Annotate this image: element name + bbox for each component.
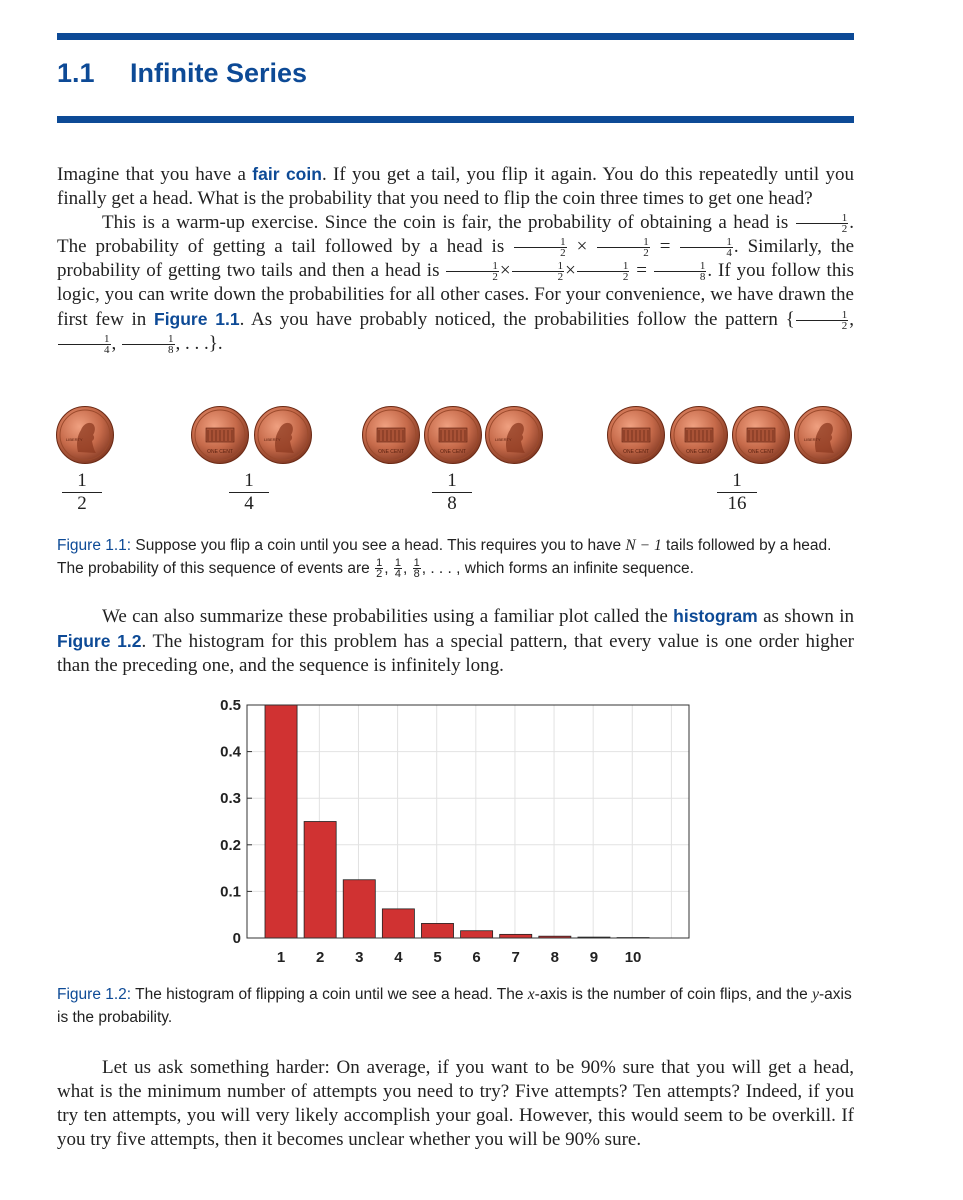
frac-1-2: $\frac{1}{2}$ [376, 557, 383, 581]
penny-tails-icon [424, 406, 482, 464]
histogram-bar [265, 705, 297, 938]
penny-heads-icon [56, 406, 114, 464]
times-sign: × [565, 260, 576, 281]
svg-text:ONE CENT: ONE CENT [440, 449, 466, 455]
histogram-bar [500, 934, 532, 938]
frac-1-4: $\frac{1}{4}$ [394, 557, 401, 581]
frac-1-4: $\frac{1}{4}$ [58, 334, 111, 355]
fig1-frac-1-4: 1 4 [229, 470, 269, 515]
p2-text-e: . As you have probably noticed, the probabilities follow the pattern [239, 309, 786, 330]
fig1-frac-1-16: 1 16 [717, 470, 757, 515]
paragraph-1 [57, 162, 854, 211]
svg-text:ONE CENT: ONE CENT [748, 449, 774, 455]
penny-heads-icon [485, 406, 543, 464]
histogram-chart [195, 690, 705, 975]
x-tick-label: 10 [624, 949, 642, 966]
y-tick-label: 0.2 [220, 836, 241, 854]
penny-heads-icon [794, 406, 852, 464]
x-tick-label: 9 [589, 949, 599, 966]
penny-tails-icon [670, 406, 728, 464]
histogram-bar [343, 880, 375, 938]
histogram-bar [304, 822, 336, 939]
frac-1-4: $\frac{1}{4}$ [680, 237, 733, 258]
figure-1-2-link[interactable]: Figure 1.2 [57, 631, 142, 651]
x-tick-label: 7 [511, 949, 520, 966]
frac-1-2: $\frac{1}{2}$ [796, 213, 849, 234]
figure-1-1-caption: Figure 1.1: Suppose you flip a coin until you see a head. This requires you to have N − 1 tails followed by a head. The probability of this sequence of events are $\frac{1}{2}$ , $\frac{1}{4}$ , $\frac{1}{8}$ , . . . , which forms an infinite sequence. [57, 537, 832, 581]
equals-sign: = [659, 236, 671, 257]
frac-1-2: $\frac{1}{2}$ [446, 261, 499, 282]
section-title: Infinite Series [130, 58, 308, 88]
top-rule [57, 33, 854, 40]
frac-1-2: $\frac{1}{2}$ [514, 237, 567, 258]
p1-text-a: Imagine that you have a [57, 164, 253, 185]
fig1-frac-1-8: 1 8 [432, 470, 472, 515]
y-tick-label: 0 [232, 930, 241, 947]
histogram-bar [461, 931, 493, 938]
x-tick-label: 6 [472, 949, 481, 966]
paragraph-3: We can also summarize these probabilities using a familiar plot called the histogram as shown in Figure 1.2. The histogram for this problem has a special pattern, that every value is one order higher than the preceding one, and the sequence is infinitely long. [57, 606, 854, 676]
penny-tails-icon [607, 406, 665, 464]
svg-text:LIBERTY: LIBERTY [804, 437, 821, 442]
section-number: 1.1 [57, 58, 95, 88]
p2-text-c: . Similarly, the probability of getting two tails and then a head is [57, 236, 855, 281]
x-tick-label: 5 [433, 949, 442, 966]
x-tick-label: 4 [394, 949, 403, 966]
penny-tails-icon [362, 406, 420, 464]
frac-1-2: $\frac{1}{2}$ [512, 261, 565, 282]
histogram-link[interactable]: histogram [673, 606, 758, 626]
figure-1-1-link[interactable]: Figure 1.1 [154, 309, 240, 329]
x-tick-label: 1 [276, 949, 286, 966]
frac-1-8: $\frac{1}{8}$ [413, 557, 420, 581]
p2-text-b: . The probability of getting a tail followed by a head is [57, 212, 854, 257]
intro-text [57, 162, 854, 356]
times-sign: × [576, 236, 588, 257]
svg-text:LIBERTY: LIBERTY [66, 437, 83, 442]
histogram-text [57, 604, 854, 678]
x-tick-label: 3 [355, 949, 364, 966]
caption-label: Figure 1.1: [57, 537, 132, 554]
frac-1-8: $\frac{1}{8}$ [122, 334, 175, 355]
histogram-bar [421, 923, 453, 938]
p2-text-a: This is a warm-up exercise. Since the coin is fair, the probability of obtaining a head is [102, 212, 795, 233]
y-tick-label: 0.4 [220, 743, 241, 761]
caption-math: N − 1 [625, 537, 662, 554]
y-tick-label: 0.5 [220, 697, 241, 714]
frac-1-2: $\frac{1}{2}$ [597, 237, 650, 258]
p1-text-b: . If you get a tail, you flip it again. You do this repeatedly until you finally get a head. What is the probability that you need to flip the coin three times to get one head? [57, 164, 854, 209]
closing-text [57, 1056, 854, 1152]
svg-text:LIBERTY: LIBERTY [495, 437, 512, 442]
svg-text:LIBERTY: LIBERTY [264, 437, 281, 442]
penny-tails-icon [732, 406, 790, 464]
penny-tails-icon [191, 406, 249, 464]
penny-heads-icon [254, 406, 312, 464]
bottom-rule [57, 116, 854, 123]
frac-1-2: $\frac{1}{2}$ [577, 261, 630, 282]
svg-text:ONE CENT: ONE CENT [378, 449, 404, 455]
ellipsis: , . . .}. [175, 333, 223, 354]
equals-sign: = [636, 260, 647, 281]
y-tick-label: 0.1 [220, 883, 241, 901]
fig1-frac-1-2: 1 2 [62, 470, 102, 515]
svg-text:ONE CENT: ONE CENT [207, 449, 233, 455]
paragraph-2: This is a warm-up exercise. Since the coin is fair, the probability of obtaining a head is $\frac{1}{2}$ . The probability of getting a tail followed by a head is $\frac{1}{2}$ × $\frac{1}{2}$ = $\frac{1}{4}$ . Similarly, the probability of getting two tails and then a head is $\frac{1}{2}$ × $\frac{1}{2}$ × $\frac{1}{2}$ = $\frac{1}{8}$ . If you follow this logic, you can write down the probabilities for all other cases. For your convenience, we have drawn the first few in Figure 1.1. As you have probably noticed, the probabilities follow the pattern { $\frac{1}{2}$ , $\frac{1}{4}$ , $\frac{1}{8}$ , . . .}. [57, 212, 855, 357]
p2-text-d: . If you follow this logic, you can write down the probabilities for all other cases. For your convenience, we have drawn the first few in [57, 260, 855, 330]
frac-1-2: $\frac{1}{2}$ [796, 310, 849, 331]
y-tick-label: 0.3 [220, 790, 241, 808]
brace-open: { [785, 309, 795, 330]
histogram-bar [382, 909, 414, 938]
x-tick-label: 8 [550, 949, 560, 966]
fair-coin-link[interactable]: fair coin [252, 164, 322, 184]
svg-text:ONE CENT: ONE CENT [623, 449, 649, 455]
frac-1-8: $\frac{1}{8}$ [654, 261, 707, 282]
section-heading [57, 58, 307, 89]
paragraph-4: Let us ask something harder: On average, if you want to be 90% sure that you will get a head, what is the minimum number of attempts you need to try? Five attempts? Ten attempts? Indeed, if you try ten attempts, you will very likely accomplish your goal. However, this would seem to be overkill. If you try five attempts, then it becomes unclear whether you will be 90% sure. [57, 1057, 854, 1150]
x-tick-label: 2 [315, 949, 325, 966]
caption-label: Figure 1.2: [57, 986, 132, 1003]
figure-1-2-caption: Figure 1.2: The histogram of flipping a coin until we see a head. The x-axis is the number of coin flips, and the y-axis is the probability. [57, 986, 852, 1026]
svg-text:ONE CENT: ONE CENT [686, 449, 712, 455]
times-sign: × [499, 260, 511, 281]
